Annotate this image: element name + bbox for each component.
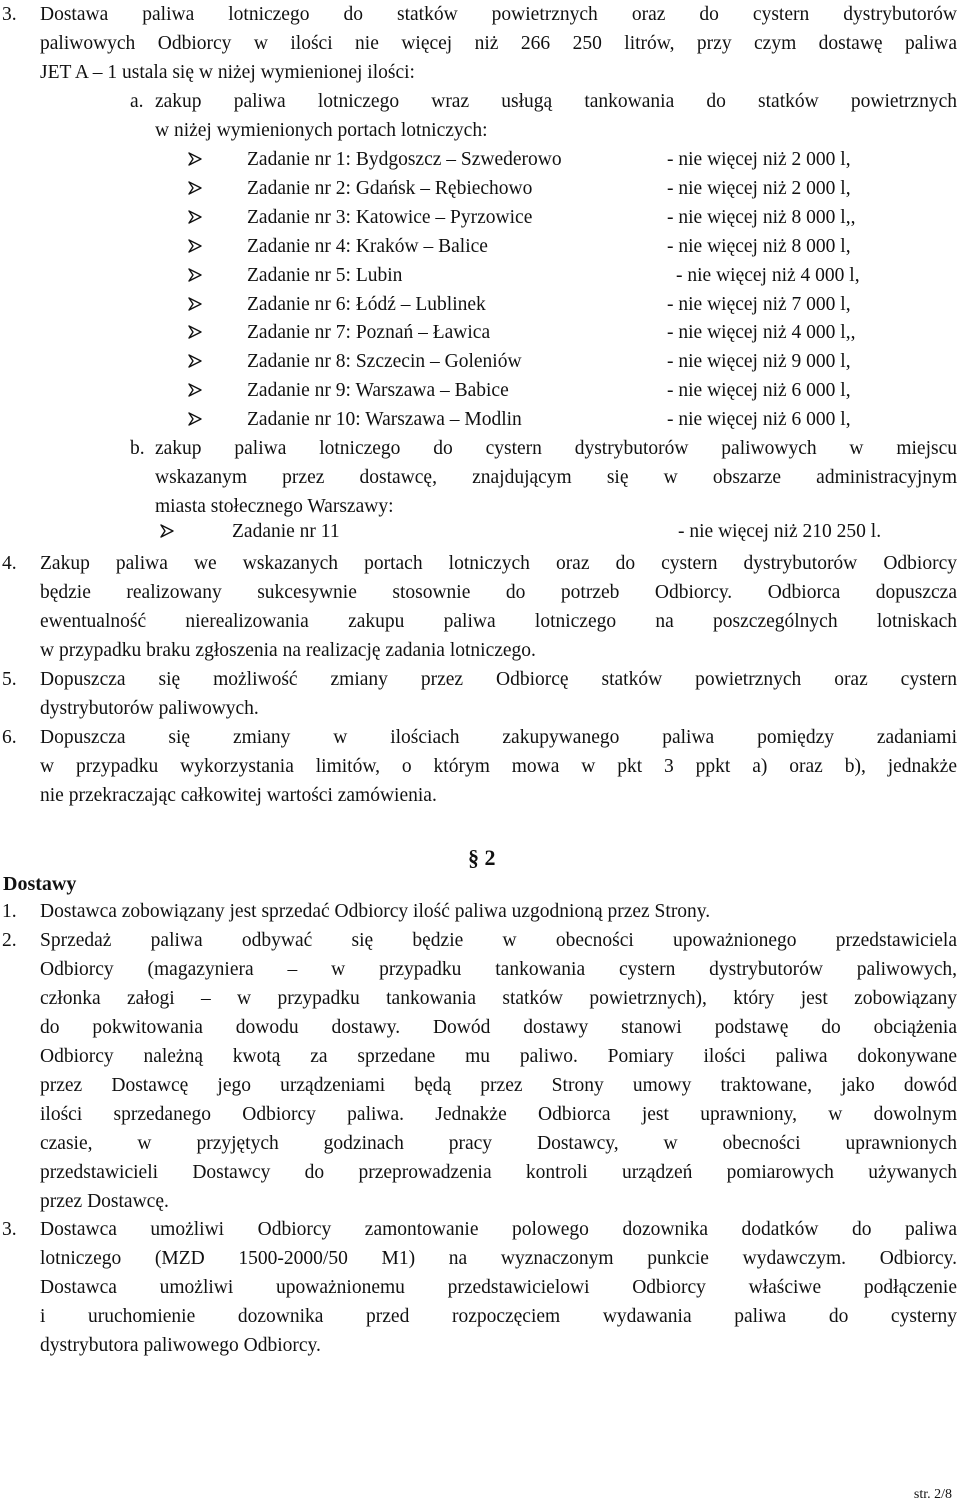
paragraph-number: 2.	[2, 930, 17, 951]
paragraph-line: w przypadku braku zgłoszenia na realizację zadania lotniczego.	[40, 640, 536, 661]
task-limit: - nie więcej niż 7 000 l,	[667, 294, 851, 315]
paragraph-line: Dostawa paliwa lotniczego do statków powietrznych oraz do cystern dystrybutorów	[40, 4, 957, 25]
paragraph-line: Sprzedaż paliwa odbywać się będzie w obecności upoważnionego przedstawiciela	[40, 930, 957, 951]
arrowhead-bullet-icon	[188, 354, 202, 368]
paragraph-number: 3.	[2, 4, 17, 25]
task-limit: - nie więcej niż 9 000 l,	[667, 351, 851, 372]
paragraph-line: członka załogi – w przypadku tankowania statków powietrznych), który jest zobowiązany	[40, 988, 957, 1009]
paragraph-line: JET A – 1 ustala się w niżej wymienionej ilości:	[40, 62, 415, 83]
task-label: Zadanie nr 8: Szczecin – Goleniów	[247, 351, 522, 372]
task-label: Zadanie nr 9: Warszawa – Babice	[247, 380, 509, 401]
paragraph-line: dystrybutorów paliwowych.	[40, 698, 259, 719]
task-limit: - nie więcej niż 8 000 l,	[667, 236, 851, 257]
paragraph-line: Odbiorcy (magazyniera – w przypadku tankowania cystern dystrybutorów paliwowych,	[40, 959, 957, 980]
paragraph-line: Dostawca umożliwi Odbiorcy zamontowanie polowego dozownika dodatków do paliwa	[40, 1219, 957, 1240]
paragraph-line: i uruchomienie dozownika przed rozpoczęciem wydawania paliwa do cysterny	[40, 1306, 957, 1327]
subitem-line: wskazanym przez dostawcę, znajdującym się w obszarze administracyjnym	[155, 467, 957, 488]
section-heading: Dostawy	[3, 873, 77, 895]
paragraph-line: Dostawca umożliwi upoważnionemu przedstawicielowi Odbiorcy właściwe podłączenie	[40, 1277, 957, 1298]
arrowhead-bullet-icon	[188, 152, 202, 166]
paragraph-number: 5.	[2, 669, 17, 690]
subitem-marker: b.	[130, 438, 145, 459]
paragraph-line: przez Dostawcę.	[40, 1191, 169, 1212]
paragraph-line: Zakup paliwa we wskazanych portach lotniczych oraz do cystern dystrybutorów Odbiorcy	[40, 553, 957, 574]
subitem-marker: a.	[130, 91, 144, 112]
paragraph-line: dystrybutora paliwowego Odbiorcy.	[40, 1335, 321, 1356]
arrowhead-bullet-icon	[188, 412, 202, 426]
paragraph-line: przedstawicieli Dostawcy do przeprowadzenia kontroli urządzeń pomiarowych używanych	[40, 1162, 957, 1183]
paragraph-line: Odbiorcy należną kwotą za sprzedane mu paliwo. Pomiary ilości paliwa dokonywane	[40, 1046, 957, 1067]
arrowhead-bullet-icon	[188, 210, 202, 224]
task-label: Zadanie nr 10: Warszawa – Modlin	[247, 409, 522, 430]
task-label: Zadanie nr 5: Lubin	[247, 265, 403, 286]
task-limit: - nie więcej niż 4 000 l,	[676, 265, 860, 286]
task-label: Zadanie nr 6: Łódź – Lublinek	[247, 294, 486, 315]
arrowhead-bullet-icon	[188, 181, 202, 195]
section-symbol: § 2	[468, 845, 496, 870]
paragraph-line: paliwowych Odbiorcy w ilości nie więcej niż 266 250 litrów, przy czym dostawę paliwa	[40, 33, 957, 54]
task-limit: - nie więcej niż 6 000 l,	[667, 380, 851, 401]
arrowhead-bullet-icon	[188, 383, 202, 397]
paragraph-line: przez Dostawcę jego urządzeniami będą przez Strony umowy traktowane, jako dowód	[40, 1075, 957, 1096]
arrowhead-bullet-icon	[188, 239, 202, 253]
task-limit: - nie więcej niż 4 000 l,,	[667, 322, 856, 343]
paragraph-line: lotniczego (MZD 1500-2000/50 M1) na wyznaczonym punkcie wydawczym. Odbiorcy.	[40, 1248, 957, 1269]
paragraph-number: 6.	[2, 727, 17, 748]
paragraph-line: do pokwitowania dowodu dostawy. Dowód dostawy stanowi podstawę do obciążenia	[40, 1017, 957, 1038]
paragraph-line: czasie, w przyjętych godzinach pracy Dostawcy, w obecności uprawnionych	[40, 1133, 957, 1154]
task-limit: - nie więcej niż 210 250 l.	[678, 521, 882, 542]
subitem-line: zakup paliwa lotniczego wraz usługą tankowania do statków powietrznych	[155, 91, 957, 112]
paragraph-number: 1.	[2, 901, 17, 922]
subitem-line: w niżej wymienionych portach lotniczych:	[155, 120, 488, 141]
task-label: Zadanie nr 4: Kraków – Balice	[247, 236, 488, 257]
arrowhead-bullet-icon	[188, 297, 202, 311]
paragraph-line: Dostawca zobowiązany jest sprzedać Odbiorcy ilość paliwa uzgodnioną przez Strony.	[40, 901, 711, 922]
task-limit: - nie więcej niż 6 000 l,	[667, 409, 851, 430]
subitem-line: zakup paliwa lotniczego do cystern dystrybutorów paliwowych w miejscu	[155, 438, 957, 459]
task-label: Zadanie nr 2: Gdańsk – Rębiechowo	[247, 178, 533, 199]
page-number: str. 2/8	[913, 1487, 952, 1502]
task-label: Zadanie nr 11	[232, 521, 340, 542]
arrowhead-bullet-icon	[188, 268, 202, 282]
arrowhead-bullet-icon	[160, 524, 174, 538]
paragraph-line: nie przekraczając całkowitej wartości zamówienia.	[40, 785, 437, 806]
paragraph-line: ilości sprzedanego Odbiorcy paliwa. Jednakże Odbiorca jest uprawniony, w dowolnym	[40, 1104, 957, 1125]
paragraph-line: Dopuszcza się zmiany w ilościach zakupywanego paliwa pomiędzy zadaniami	[40, 727, 957, 748]
subitem-line: miasta stołecznego Warszawy:	[155, 496, 394, 517]
paragraph-number: 3.	[2, 1219, 17, 1240]
task-label: Zadanie nr 1: Bydgoszcz – Szwederowo	[247, 149, 562, 170]
task-label: Zadanie nr 3: Katowice – Pyrzowice	[247, 207, 533, 228]
paragraph-line: w przypadku wykorzystania limitów, o którym mowa w pkt 3 ppkt a) oraz b), jednakże	[40, 756, 957, 777]
paragraph-line: będzie realizowany sukcesywnie stosownie do potrzeb Odbiorcy. Odbiorca dopuszcza	[40, 582, 957, 603]
task-limit: - nie więcej niż 2 000 l,	[667, 178, 851, 199]
arrowhead-bullet-icon	[188, 325, 202, 339]
paragraph-number: 4.	[2, 553, 17, 574]
paragraph-line: Dopuszcza się możliwość zmiany przez Odbiorcę statków powietrznych oraz cystern	[40, 669, 957, 690]
task-limit: - nie więcej niż 2 000 l,	[667, 149, 851, 170]
task-limit: - nie więcej niż 8 000 l,,	[667, 207, 856, 228]
task-label: Zadanie nr 7: Poznań – Ławica	[247, 322, 491, 343]
paragraph-line: ewentualność nierealizowania zakupu paliwa lotniczego na poszczególnych lotniskach	[40, 611, 957, 632]
